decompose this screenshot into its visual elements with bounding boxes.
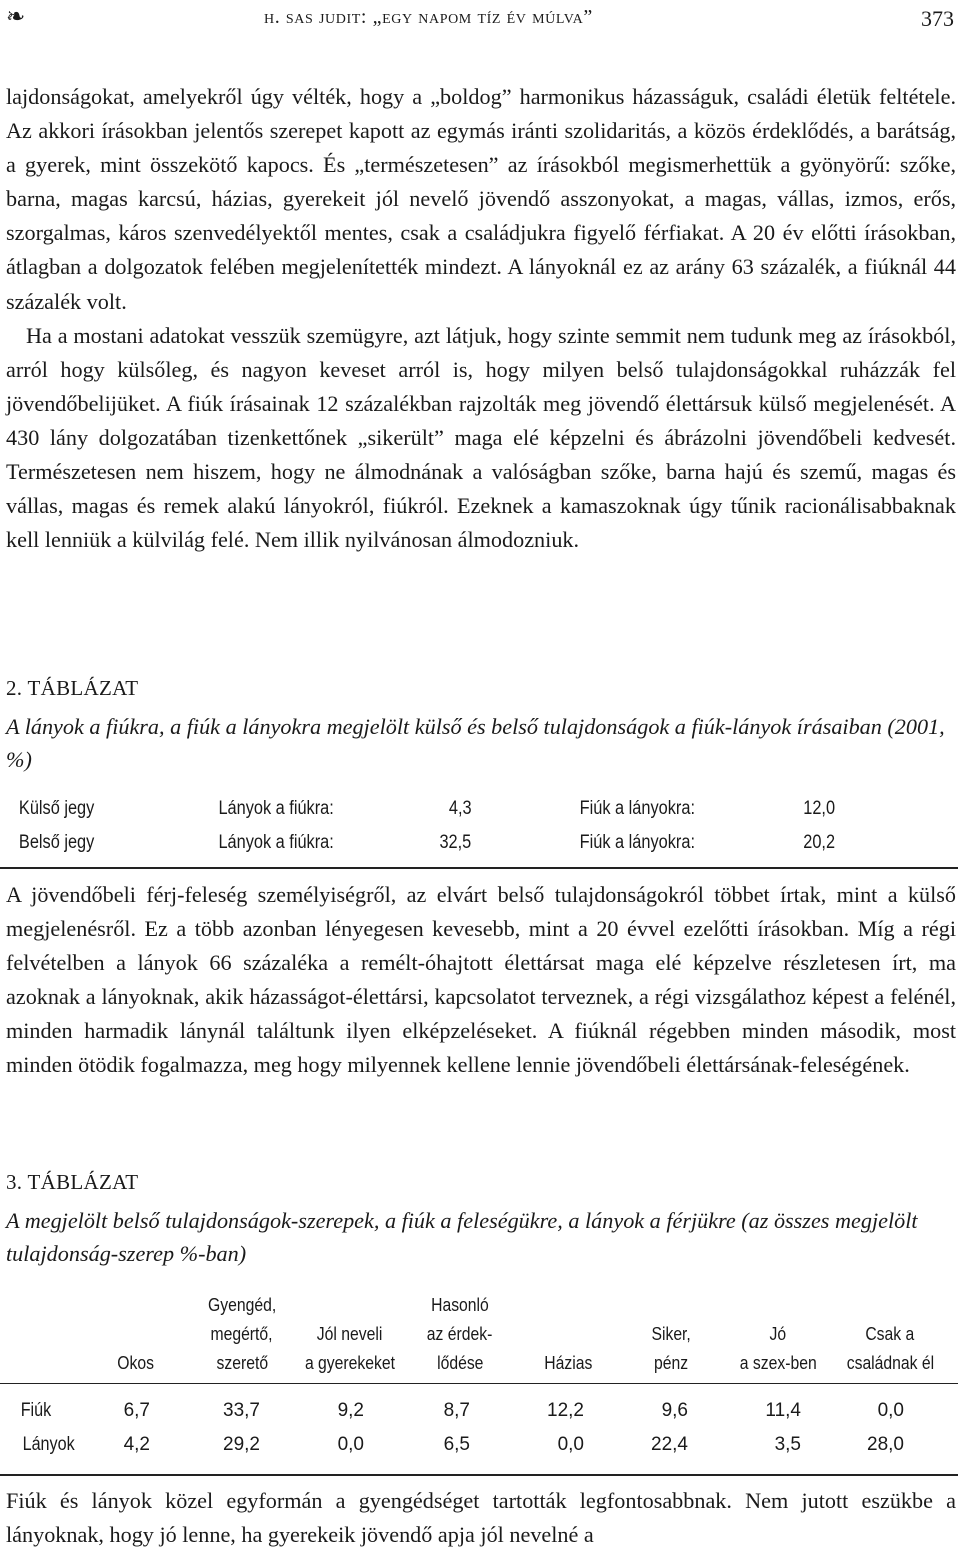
- table-row: [0, 1434, 958, 1464]
- cell-value: 12,0: [803, 798, 836, 819]
- row-name: Fiúk: [20, 1400, 52, 1421]
- cell-value: 3,5: [774, 1434, 801, 1455]
- column-header: Házias: [543, 1352, 593, 1373]
- column-header: Jól neveli a gyerekeket: [304, 1323, 396, 1373]
- paragraph: lajdonságokat, amelyekről úgy vélték, hogy a „boldog” harmonikus házasságuk, családi életük feltétele. Az akkori írásokban jelentős szerepet kapott az egymás iránti szolidaritás, a közös érdeklődés, a barátság, a gyerek, mint összekötő kapocs. És „természetesen” az írásokból megismerhettük a gyönyörű: szőke, barna, magas karcsú, házias, gyerekeit jól nevelő jövendő asszonyokat, a magas, vállas, izmos, erős, szorgalmas, káros szenvedélyektől mentes, csak a családjukra figyelő férfiakat. A 20 év előtti írásokban, átlagban a dolgozatok felében megjelenítették mindezt. A lányoknál ez az arány 63 százalék, a fiúknál 44 százalék volt.: [6, 84, 956, 314]
- cell-value: 4,3: [448, 798, 472, 819]
- running-header: [6, 4, 954, 38]
- cell-value: 4,2: [123, 1434, 150, 1455]
- cell-value: 11,4: [765, 1400, 801, 1421]
- fleuron-ornament-icon: ❧: [6, 4, 26, 29]
- table-row: [0, 1400, 958, 1430]
- cell-value: 0,0: [877, 1400, 904, 1421]
- cell-value: 32,5: [439, 832, 472, 853]
- table-row: [0, 798, 836, 830]
- table-2-caption: A lányok a fiúkra, a fiúk a lányokra megjelölt külső és belső tulajdonságok a fiúk-lányok írásaiban (2001, %): [6, 714, 945, 772]
- table-row: [0, 832, 836, 864]
- column-header: Csak a családnak él: [846, 1323, 934, 1373]
- row-name: Lányok: [22, 1434, 75, 1455]
- cell-value: 0,0: [557, 1434, 584, 1455]
- column-header: Siker, pénz: [651, 1323, 691, 1373]
- cell-value: 29,2: [223, 1434, 260, 1455]
- table-header: [0, 1288, 958, 1384]
- table-3-label: 3. TÁBLÁZAT: [6, 1170, 139, 1194]
- body-text-middle: [6, 878, 956, 1083]
- body-text-top: [6, 80, 956, 557]
- cell-value: 9,6: [661, 1400, 688, 1421]
- running-title: h. sas judit: „egy napom tíz év múlva”: [264, 6, 593, 28]
- cell-value: 6,7: [123, 1400, 150, 1421]
- table-3: [0, 1288, 958, 1476]
- table-2: [0, 792, 958, 869]
- column-header: Hasonló az érdek- lődése: [427, 1294, 493, 1373]
- cell-value: 33,7: [223, 1400, 260, 1421]
- table-3-caption: A megjelölt belső tulajdonságok-szerepek, a fiúk a feleségükre, a lányok a férjükre (az összes megjelölt tulajdonság-szerep %-ban): [6, 1208, 918, 1266]
- cell-value: 0,0: [337, 1434, 364, 1455]
- paragraph: Fiúk és lányok közel egyformán a gyengédséget tartották legfontosabbnak. Nem jutott eszükbe a lányoknak, hogy jó lenne, ha gyerekeik jövendő apja jól nevelné a: [6, 1488, 956, 1548]
- column-header: Gyengéd, megértő, szerető: [207, 1294, 277, 1373]
- body-text-bottom: [6, 1484, 956, 1552]
- table-2-label: 2. TÁBLÁZAT: [6, 676, 139, 700]
- cell-value: 12,2: [547, 1400, 584, 1421]
- page-number: 373: [921, 6, 954, 31]
- cell-label: Fiúk a lányokra:: [579, 832, 695, 853]
- row-name: Külső jegy: [18, 798, 95, 819]
- cell-value: 20,2: [803, 832, 836, 853]
- cell-value: 22,4: [651, 1434, 688, 1455]
- column-header: Jó a szex-ben: [739, 1323, 817, 1373]
- cell-value: 6,5: [443, 1434, 470, 1455]
- cell-value: 9,2: [337, 1400, 364, 1421]
- cell-label: Lányok a fiúkra:: [218, 832, 334, 853]
- cell-label: Fiúk a lányokra:: [579, 798, 695, 819]
- column-header: Okos: [117, 1352, 155, 1373]
- row-name: Belső jegy: [18, 832, 95, 853]
- cell-value: 8,7: [443, 1400, 470, 1421]
- paragraph: Ha a mostani adatokat vesszük szemügyre, azt látjuk, hogy szinte semmit nem tudunk meg az írásokból, arról hogy külsőleg, és nagyon keveset arról is, hogy milyen belső tulajdonságokkal ruházzák fel jövendőbelijüket. A fiúk írásainak 12 százalékban rajzolták meg jövendő élettársuk külső megjelenését. A 430 lány dolgozatában tizenkettőnek „sikerült” maga elé képzelni és ábrázolni jövendőbeli kedvesét. Természetesen nem hiszem, hogy ne álmodnának a valóságban szőke, barna hajú és szemű, magas és vállas, magas és remek alakú lányokról, fiúkról. Ezeknek a kamaszoknak úgy tűnik racionálisabbaknak kell lenniük a külvilág felé. Nem illik nyilvánosan álmodozniuk.: [6, 322, 956, 553]
- paragraph: A jövendőbeli férj-feleség személyiségről, az elvárt belső tulajdonságokról többet írtak, mint a külső megjelenésről. Ez a több azonban lényegesen kevesebb, mint a 20 évvel ezelőtti írásokban. Míg a régi felvételben a lányok 66 százaléka a remélt-óhajtott élettársat maga elé képzelve részletesen írt, ma azoknak a lányoknak, akik házasságot-élettársi, kapcsolatot terveznek, a régi vizsgálathoz képest a felénél, minden harmadik lánynál találtunk ilyen elképzeléseket. A fiúknál régebben minden második, most minden ötödik fogalmazza, meg hogy milyennek kellene lennie jövendőbeli élettársának-feleségének.: [6, 882, 956, 1078]
- cell-value: 28,0: [867, 1434, 904, 1455]
- cell-label: Lányok a fiúkra:: [218, 798, 334, 819]
